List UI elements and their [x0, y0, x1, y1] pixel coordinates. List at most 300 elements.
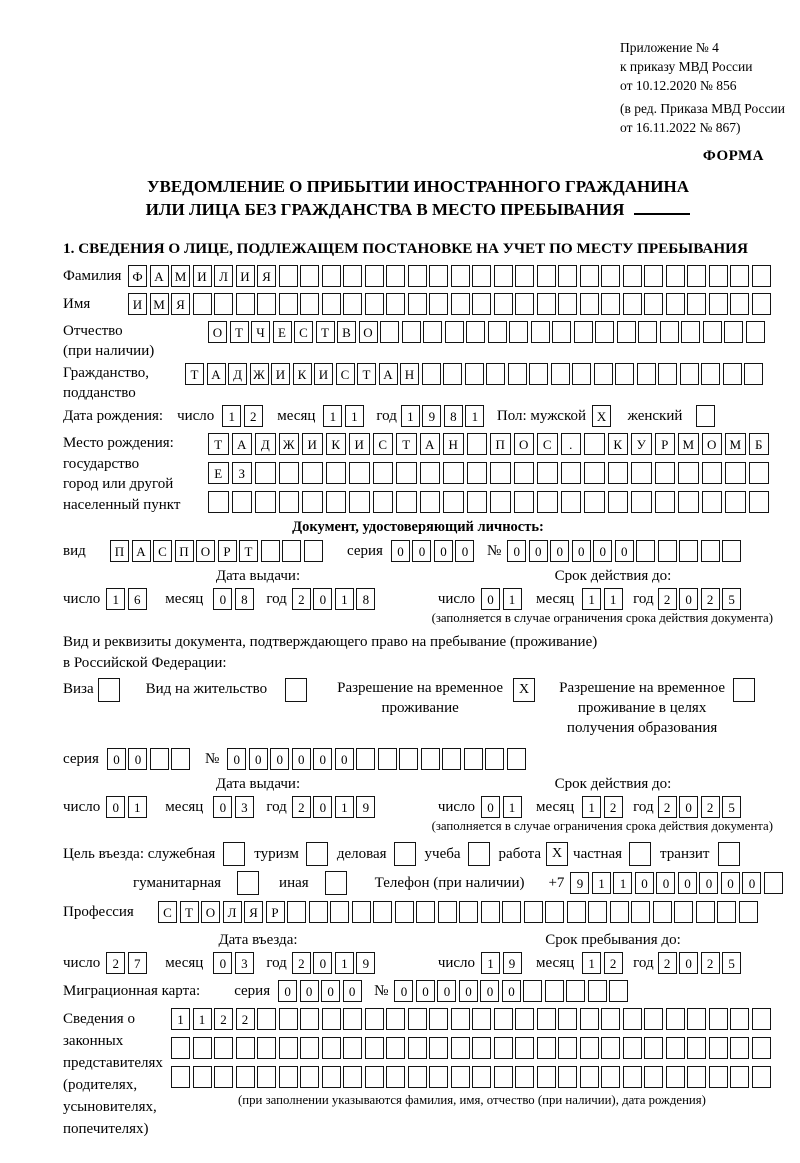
- char-cell[interactable]: [678, 491, 699, 513]
- char-cell[interactable]: 0: [128, 748, 147, 770]
- char-cell[interactable]: 2: [701, 588, 720, 610]
- char-cell[interactable]: 0: [278, 980, 297, 1002]
- char-cell[interactable]: [746, 321, 765, 343]
- char-cell[interactable]: И: [193, 265, 212, 287]
- char-cell[interactable]: [408, 1008, 427, 1030]
- char-cell[interactable]: [515, 1066, 534, 1088]
- char-cell[interactable]: [429, 265, 448, 287]
- char-cell[interactable]: С: [294, 321, 313, 343]
- char-cell[interactable]: [666, 293, 685, 315]
- char-cell[interactable]: И: [236, 265, 255, 287]
- char-cell[interactable]: [537, 491, 558, 513]
- char-cell[interactable]: А: [379, 363, 398, 385]
- char-cell[interactable]: [300, 1066, 319, 1088]
- char-cell[interactable]: [702, 491, 723, 513]
- char-cell[interactable]: 0: [394, 980, 413, 1002]
- char-cell[interactable]: [696, 405, 715, 427]
- char-cell[interactable]: [725, 462, 746, 484]
- char-cell[interactable]: [443, 491, 464, 513]
- char-cell[interactable]: 1: [604, 588, 623, 610]
- char-cell[interactable]: 0: [412, 540, 431, 562]
- residence-permit-checkbox[interactable]: [285, 678, 307, 702]
- char-cell[interactable]: [302, 462, 323, 484]
- char-cell[interactable]: [631, 462, 652, 484]
- char-cell[interactable]: 2: [658, 796, 677, 818]
- char-cell[interactable]: [486, 363, 505, 385]
- char-cell[interactable]: Ж: [279, 433, 300, 455]
- char-cell[interactable]: С: [158, 901, 177, 923]
- char-cell[interactable]: [171, 1037, 190, 1059]
- char-cell[interactable]: И: [314, 363, 333, 385]
- char-cell[interactable]: 0: [721, 872, 740, 894]
- char-cell[interactable]: 8: [356, 588, 375, 610]
- char-cell[interactable]: [537, 293, 556, 315]
- purpose-other-checkbox[interactable]: [325, 871, 347, 895]
- char-cell[interactable]: [279, 1008, 298, 1030]
- char-cell[interactable]: 1: [503, 796, 522, 818]
- char-cell[interactable]: [378, 748, 397, 770]
- char-cell[interactable]: [494, 293, 513, 315]
- char-cell[interactable]: [658, 540, 677, 562]
- char-cell[interactable]: [279, 265, 298, 287]
- char-cell[interactable]: [386, 1066, 405, 1088]
- char-cell[interactable]: 0: [656, 872, 675, 894]
- char-cell[interactable]: М: [150, 293, 169, 315]
- char-cell[interactable]: [442, 748, 461, 770]
- char-cell[interactable]: [601, 1066, 620, 1088]
- char-cell[interactable]: 0: [699, 872, 718, 894]
- char-cell[interactable]: [674, 901, 693, 923]
- char-cell[interactable]: [208, 491, 229, 513]
- char-cell[interactable]: [287, 901, 306, 923]
- purpose-delovaya-checkbox[interactable]: [394, 842, 416, 866]
- char-cell[interactable]: 9: [356, 952, 375, 974]
- char-cell[interactable]: П: [110, 540, 129, 562]
- char-cell[interactable]: О: [196, 540, 215, 562]
- char-cell[interactable]: [703, 321, 722, 343]
- char-cell[interactable]: [687, 293, 706, 315]
- char-cell[interactable]: [399, 748, 418, 770]
- char-cell[interactable]: И: [271, 363, 290, 385]
- char-cell[interactable]: 9: [356, 796, 375, 818]
- char-cell[interactable]: 0: [502, 980, 521, 1002]
- char-cell[interactable]: [666, 1037, 685, 1059]
- char-cell[interactable]: [702, 462, 723, 484]
- char-cell[interactable]: Р: [218, 540, 237, 562]
- char-cell[interactable]: [752, 1066, 771, 1088]
- char-cell[interactable]: [558, 1008, 577, 1030]
- char-cell[interactable]: 0: [227, 748, 246, 770]
- char-cell[interactable]: [326, 462, 347, 484]
- char-cell[interactable]: Т: [185, 363, 204, 385]
- char-cell[interactable]: 2: [701, 796, 720, 818]
- char-cell[interactable]: [150, 748, 169, 770]
- char-cell[interactable]: [408, 265, 427, 287]
- char-cell[interactable]: [524, 901, 543, 923]
- char-cell[interactable]: [481, 901, 500, 923]
- char-cell[interactable]: 3: [235, 952, 254, 974]
- char-cell[interactable]: [343, 265, 362, 287]
- char-cell[interactable]: [752, 1037, 771, 1059]
- char-cell[interactable]: О: [514, 433, 535, 455]
- char-cell[interactable]: 0: [391, 540, 410, 562]
- char-cell[interactable]: [601, 265, 620, 287]
- char-cell[interactable]: [709, 265, 728, 287]
- char-cell[interactable]: О: [208, 321, 227, 343]
- char-cell[interactable]: [282, 540, 301, 562]
- char-cell[interactable]: [681, 321, 700, 343]
- char-cell[interactable]: 0: [678, 872, 697, 894]
- char-cell[interactable]: [608, 462, 629, 484]
- char-cell[interactable]: [408, 1066, 427, 1088]
- char-cell[interactable]: [584, 462, 605, 484]
- char-cell[interactable]: О: [702, 433, 723, 455]
- char-cell[interactable]: 0: [679, 952, 698, 974]
- char-cell[interactable]: И: [349, 433, 370, 455]
- char-cell[interactable]: [558, 1037, 577, 1059]
- char-cell[interactable]: 0: [529, 540, 548, 562]
- char-cell[interactable]: 0: [313, 796, 332, 818]
- char-cell[interactable]: [255, 491, 276, 513]
- char-cell[interactable]: [749, 491, 770, 513]
- char-cell[interactable]: [279, 293, 298, 315]
- char-cell[interactable]: [580, 293, 599, 315]
- char-cell[interactable]: О: [359, 321, 378, 343]
- char-cell[interactable]: [515, 265, 534, 287]
- char-cell[interactable]: 2: [292, 952, 311, 974]
- char-cell[interactable]: .: [561, 433, 582, 455]
- char-cell[interactable]: З: [232, 462, 253, 484]
- char-cell[interactable]: 2: [701, 952, 720, 974]
- char-cell[interactable]: Е: [208, 462, 229, 484]
- char-cell[interactable]: 0: [572, 540, 591, 562]
- char-cell[interactable]: Я: [171, 293, 190, 315]
- char-cell[interactable]: [507, 748, 526, 770]
- char-cell[interactable]: [365, 1066, 384, 1088]
- char-cell[interactable]: [302, 491, 323, 513]
- char-cell[interactable]: [644, 293, 663, 315]
- char-cell[interactable]: [380, 321, 399, 343]
- char-cell[interactable]: 0: [679, 588, 698, 610]
- char-cell[interactable]: [429, 1066, 448, 1088]
- char-cell[interactable]: [467, 491, 488, 513]
- char-cell[interactable]: 0: [106, 796, 125, 818]
- char-cell[interactable]: [236, 293, 255, 315]
- char-cell[interactable]: 9: [503, 952, 522, 974]
- char-cell[interactable]: 1: [481, 952, 500, 974]
- char-cell[interactable]: [725, 491, 746, 513]
- char-cell[interactable]: 1: [582, 952, 601, 974]
- char-cell[interactable]: [638, 321, 657, 343]
- char-cell[interactable]: [421, 748, 440, 770]
- purpose-study-checkbox[interactable]: [468, 842, 490, 866]
- char-cell[interactable]: Ч: [251, 321, 270, 343]
- char-cell[interactable]: [236, 1037, 255, 1059]
- char-cell[interactable]: [609, 980, 628, 1002]
- char-cell[interactable]: [279, 1037, 298, 1059]
- char-cell[interactable]: [617, 321, 636, 343]
- char-cell[interactable]: [429, 293, 448, 315]
- char-cell[interactable]: [257, 293, 276, 315]
- char-cell[interactable]: [467, 462, 488, 484]
- char-cell[interactable]: [515, 1008, 534, 1030]
- char-cell[interactable]: 0: [107, 748, 126, 770]
- char-cell[interactable]: [537, 265, 556, 287]
- char-cell[interactable]: [472, 1066, 491, 1088]
- char-cell[interactable]: [561, 462, 582, 484]
- char-cell[interactable]: [494, 265, 513, 287]
- char-cell[interactable]: [679, 540, 698, 562]
- char-cell[interactable]: 1: [106, 588, 125, 610]
- char-cell[interactable]: [545, 980, 564, 1002]
- char-cell[interactable]: [304, 540, 323, 562]
- char-cell[interactable]: [396, 462, 417, 484]
- char-cell[interactable]: [420, 462, 441, 484]
- char-cell[interactable]: [709, 1008, 728, 1030]
- char-cell[interactable]: К: [326, 433, 347, 455]
- char-cell[interactable]: И: [302, 433, 323, 455]
- char-cell[interactable]: [514, 462, 535, 484]
- char-cell[interactable]: [566, 980, 585, 1002]
- char-cell[interactable]: [655, 462, 676, 484]
- char-cell[interactable]: [508, 363, 527, 385]
- char-cell[interactable]: [696, 901, 715, 923]
- char-cell[interactable]: [193, 293, 212, 315]
- char-cell[interactable]: [623, 1066, 642, 1088]
- char-cell[interactable]: [416, 901, 435, 923]
- char-cell[interactable]: [494, 1066, 513, 1088]
- char-cell[interactable]: Я: [257, 265, 276, 287]
- char-cell[interactable]: [552, 321, 571, 343]
- char-cell[interactable]: [365, 1037, 384, 1059]
- char-cell[interactable]: [422, 363, 441, 385]
- char-cell[interactable]: С: [373, 433, 394, 455]
- char-cell[interactable]: [386, 293, 405, 315]
- char-cell[interactable]: 1: [171, 1008, 190, 1030]
- char-cell[interactable]: 1: [465, 405, 484, 427]
- char-cell[interactable]: [537, 1008, 556, 1030]
- char-cell[interactable]: [396, 491, 417, 513]
- char-cell[interactable]: [709, 1037, 728, 1059]
- char-cell[interactable]: А: [150, 265, 169, 287]
- char-cell[interactable]: [423, 321, 442, 343]
- char-cell[interactable]: 0: [313, 748, 332, 770]
- char-cell[interactable]: Б: [749, 433, 770, 455]
- char-cell[interactable]: [701, 540, 720, 562]
- char-cell[interactable]: [601, 1008, 620, 1030]
- char-cell[interactable]: [171, 748, 190, 770]
- char-cell[interactable]: 2: [292, 588, 311, 610]
- char-cell[interactable]: [687, 1037, 706, 1059]
- char-cell[interactable]: [623, 265, 642, 287]
- char-cell[interactable]: П: [490, 433, 511, 455]
- char-cell[interactable]: [466, 321, 485, 343]
- char-cell[interactable]: 2: [236, 1008, 255, 1030]
- char-cell[interactable]: 0: [292, 748, 311, 770]
- char-cell[interactable]: [443, 462, 464, 484]
- char-cell[interactable]: Т: [396, 433, 417, 455]
- char-cell[interactable]: [214, 1066, 233, 1088]
- char-cell[interactable]: [494, 1037, 513, 1059]
- char-cell[interactable]: 2: [658, 588, 677, 610]
- purpose-business-checkbox[interactable]: [223, 842, 245, 866]
- char-cell[interactable]: [658, 363, 677, 385]
- char-cell[interactable]: Т: [316, 321, 335, 343]
- char-cell[interactable]: [509, 321, 528, 343]
- char-cell[interactable]: [451, 265, 470, 287]
- char-cell[interactable]: [438, 901, 457, 923]
- char-cell[interactable]: [623, 293, 642, 315]
- purpose-transit-checkbox[interactable]: [718, 842, 740, 866]
- char-cell[interactable]: [730, 1037, 749, 1059]
- char-cell[interactable]: [601, 1037, 620, 1059]
- char-cell[interactable]: [558, 293, 577, 315]
- char-cell[interactable]: [472, 1008, 491, 1030]
- char-cell[interactable]: 0: [213, 796, 232, 818]
- char-cell[interactable]: 1: [345, 405, 364, 427]
- char-cell[interactable]: [488, 321, 507, 343]
- char-cell[interactable]: [574, 321, 593, 343]
- char-cell[interactable]: [623, 1037, 642, 1059]
- char-cell[interactable]: Л: [223, 901, 242, 923]
- char-cell[interactable]: Р: [655, 433, 676, 455]
- char-cell[interactable]: [678, 462, 699, 484]
- char-cell[interactable]: [459, 901, 478, 923]
- char-cell[interactable]: [580, 1037, 599, 1059]
- char-cell[interactable]: Т: [208, 433, 229, 455]
- char-cell[interactable]: [171, 1066, 190, 1088]
- char-cell[interactable]: [730, 1066, 749, 1088]
- char-cell[interactable]: 0: [213, 952, 232, 974]
- char-cell[interactable]: 1: [193, 1008, 212, 1030]
- char-cell[interactable]: [752, 1008, 771, 1030]
- char-cell[interactable]: [572, 363, 591, 385]
- char-cell[interactable]: [386, 1037, 405, 1059]
- char-cell[interactable]: 1: [582, 796, 601, 818]
- char-cell[interactable]: [749, 462, 770, 484]
- char-cell[interactable]: [637, 363, 656, 385]
- char-cell[interactable]: [330, 901, 349, 923]
- char-cell[interactable]: [300, 1037, 319, 1059]
- char-cell[interactable]: [257, 1037, 276, 1059]
- char-cell[interactable]: [752, 293, 771, 315]
- char-cell[interactable]: [584, 491, 605, 513]
- char-cell[interactable]: [408, 293, 427, 315]
- char-cell[interactable]: 1: [335, 952, 354, 974]
- char-cell[interactable]: 0: [507, 540, 526, 562]
- char-cell[interactable]: [660, 321, 679, 343]
- char-cell[interactable]: [724, 321, 743, 343]
- char-cell[interactable]: [644, 1037, 663, 1059]
- char-cell[interactable]: [326, 491, 347, 513]
- char-cell[interactable]: 0: [335, 748, 354, 770]
- char-cell[interactable]: [655, 491, 676, 513]
- char-cell[interactable]: 1: [592, 872, 611, 894]
- visa-checkbox[interactable]: [98, 678, 120, 702]
- char-cell[interactable]: [687, 1066, 706, 1088]
- char-cell[interactable]: 0: [550, 540, 569, 562]
- char-cell[interactable]: 0: [434, 540, 453, 562]
- char-cell[interactable]: П: [175, 540, 194, 562]
- char-cell[interactable]: [687, 265, 706, 287]
- char-cell[interactable]: М: [171, 265, 190, 287]
- char-cell[interactable]: [322, 1008, 341, 1030]
- char-cell[interactable]: С: [537, 433, 558, 455]
- char-cell[interactable]: 0: [343, 980, 362, 1002]
- char-cell[interactable]: [615, 363, 634, 385]
- char-cell[interactable]: [255, 462, 276, 484]
- char-cell[interactable]: Д: [255, 433, 276, 455]
- char-cell[interactable]: У: [631, 433, 652, 455]
- char-cell[interactable]: [309, 901, 328, 923]
- char-cell[interactable]: [723, 363, 742, 385]
- char-cell[interactable]: [752, 265, 771, 287]
- char-cell[interactable]: 0: [481, 796, 500, 818]
- char-cell[interactable]: 1: [401, 405, 420, 427]
- char-cell[interactable]: [343, 1008, 362, 1030]
- char-cell[interactable]: [608, 491, 629, 513]
- char-cell[interactable]: О: [201, 901, 220, 923]
- char-cell[interactable]: [502, 901, 521, 923]
- char-cell[interactable]: [644, 265, 663, 287]
- char-cell[interactable]: К: [293, 363, 312, 385]
- char-cell[interactable]: [730, 1008, 749, 1030]
- char-cell[interactable]: [644, 1066, 663, 1088]
- char-cell[interactable]: [232, 491, 253, 513]
- char-cell[interactable]: [472, 265, 491, 287]
- char-cell[interactable]: [490, 462, 511, 484]
- char-cell[interactable]: [451, 1008, 470, 1030]
- char-cell[interactable]: [386, 265, 405, 287]
- char-cell[interactable]: [408, 1037, 427, 1059]
- purpose-humanitarian-checkbox[interactable]: [237, 871, 259, 895]
- char-cell[interactable]: 0: [679, 796, 698, 818]
- char-cell[interactable]: 0: [615, 540, 634, 562]
- purpose-tourism-checkbox[interactable]: [306, 842, 328, 866]
- char-cell[interactable]: 0: [213, 588, 232, 610]
- char-cell[interactable]: [373, 462, 394, 484]
- char-cell[interactable]: [193, 1066, 212, 1088]
- char-cell[interactable]: 5: [722, 952, 741, 974]
- char-cell[interactable]: 5: [722, 796, 741, 818]
- char-cell[interactable]: [322, 293, 341, 315]
- char-cell[interactable]: Т: [357, 363, 376, 385]
- char-cell[interactable]: Д: [228, 363, 247, 385]
- char-cell[interactable]: [451, 293, 470, 315]
- char-cell[interactable]: 0: [635, 872, 654, 894]
- char-cell[interactable]: [537, 1066, 556, 1088]
- char-cell[interactable]: Ф: [128, 265, 147, 287]
- char-cell[interactable]: [279, 462, 300, 484]
- char-cell[interactable]: [709, 293, 728, 315]
- char-cell[interactable]: [451, 1066, 470, 1088]
- char-cell[interactable]: [261, 540, 280, 562]
- char-cell[interactable]: 3: [235, 796, 254, 818]
- char-cell[interactable]: А: [207, 363, 226, 385]
- purpose-work-checkbox[interactable]: X: [546, 842, 568, 866]
- char-cell[interactable]: [558, 265, 577, 287]
- char-cell[interactable]: [567, 901, 586, 923]
- char-cell[interactable]: [717, 901, 736, 923]
- char-cell[interactable]: 7: [128, 952, 147, 974]
- char-cell[interactable]: [644, 1008, 663, 1030]
- char-cell[interactable]: [373, 901, 392, 923]
- char-cell[interactable]: [322, 1037, 341, 1059]
- char-cell[interactable]: 2: [106, 952, 125, 974]
- char-cell[interactable]: И: [128, 293, 147, 315]
- char-cell[interactable]: 1: [503, 588, 522, 610]
- char-cell[interactable]: [373, 491, 394, 513]
